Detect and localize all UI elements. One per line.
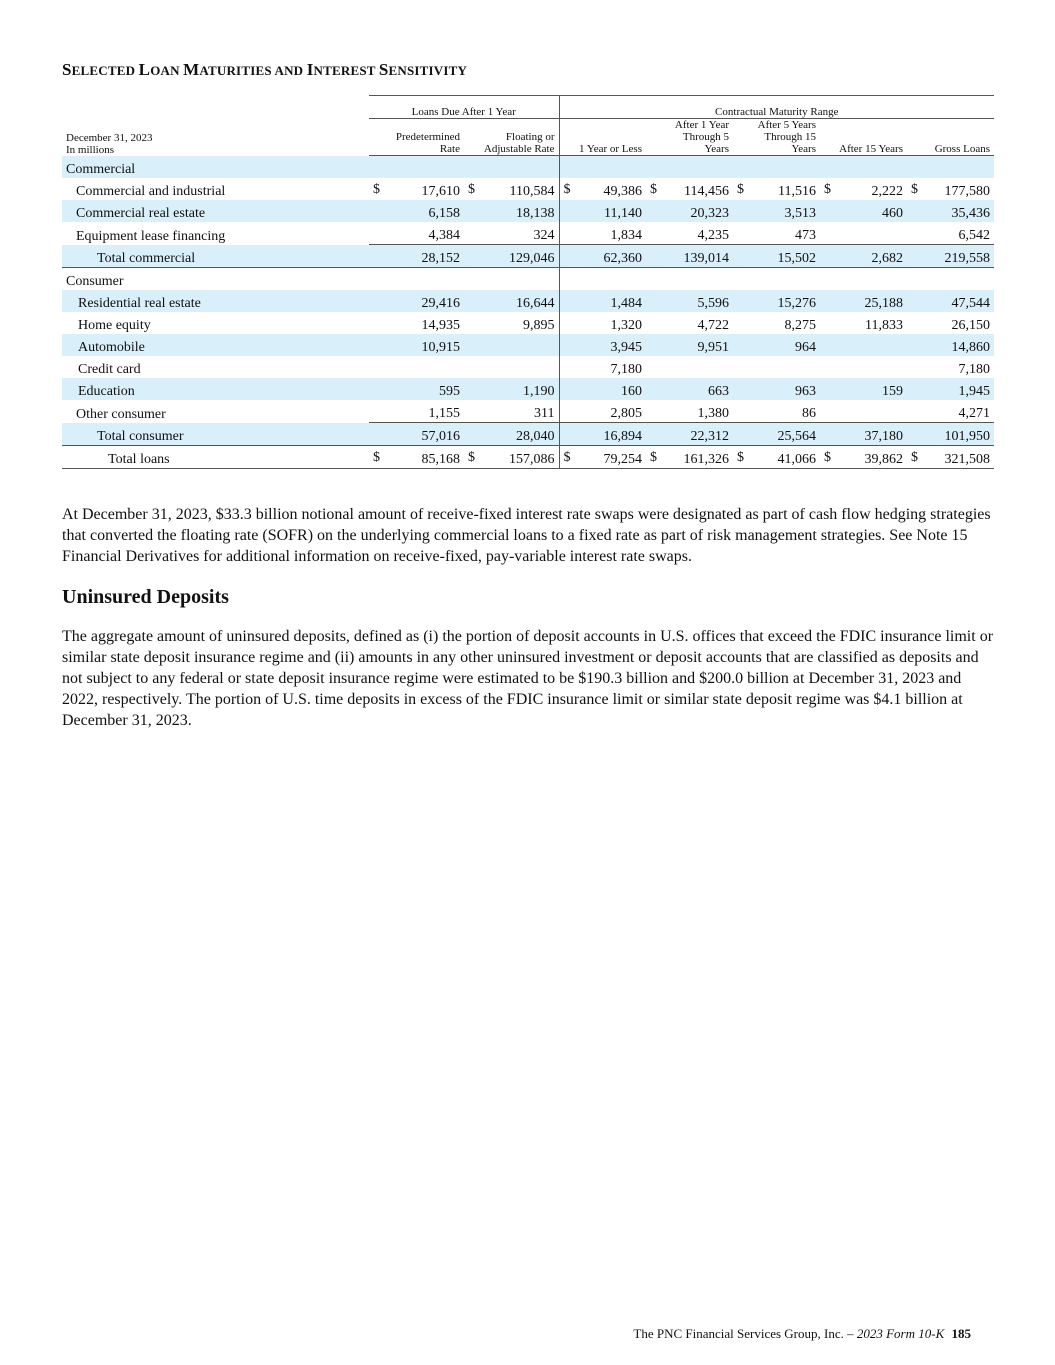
loan-maturities-table xyxy=(62,95,994,469)
footer-company: The PNC Financial Services Group, Inc. – xyxy=(633,1326,854,1341)
uninsured-deposits-paragraph: The aggregate amount of uninsured deposits, defined as (i) the portion of deposit accounts in U.S. offices that exceed the FDIC insurance limit or similar state deposit insurance regime and (ii) amounts in any other uninsured investment or deposit accounts that are classified as deposits and not subject to any federal or state deposit insurance regime were estimated to be $190.3 billion and $200.0 billion at December 31, 2023 and 2022, respectively. The portion of U.S. time deposits in excess of the FDIC insurance limit or similar state deposit regime was $4.1 billion at December 31, 2023. xyxy=(62,628,994,729)
maturity-range-header: Contractual Maturity Range xyxy=(559,96,994,119)
table-row: Equipment lease financing 4,384 324 1,834 4,235 473 6,542 xyxy=(62,222,994,245)
table-row: Automobile 10,915 3,945 9,951 964 14,860 xyxy=(62,334,994,356)
col-floating-header: Floating or Adjustable Rate xyxy=(464,119,559,156)
table-row: Commercial and industrial $ 17,610 $ 110,584 $ 49,386 $ 114,456 $ 11,516 $ 2,222 $ 177,580 xyxy=(62,178,994,200)
stub-header: December 31, 2023 In millions xyxy=(66,131,153,156)
table-row: Credit card 7,180 7,180 xyxy=(62,356,994,378)
table-row: Other consumer 1,155 311 2,805 1,380 86 4,271 xyxy=(62,400,994,423)
table-row: Home equity 14,935 9,895 1,320 4,722 8,275 11,833 26,150 xyxy=(62,312,994,334)
table-row: Commercial real estate 6,158 18,138 11,140 20,323 3,513 460 35,436 xyxy=(62,200,994,222)
column-header-row xyxy=(62,119,994,156)
table-row: Education 595 1,190 160 663 963 159 1,945 xyxy=(62,378,994,400)
col-gross-header: Gross Loans xyxy=(907,119,994,156)
loans-due-header: Loans Due After 1 Year xyxy=(369,96,559,119)
col-predetermined-header: Predetermined Rate xyxy=(369,119,464,156)
col-1to5-header: After 1 Year Through 5 Years xyxy=(646,119,733,156)
col-5to15-header: After 5 Years Through 15 Years xyxy=(733,119,820,156)
col-1yr-header: 1 Year or Less xyxy=(559,119,646,156)
section-heading: SELECTED LOAN MATURITIES AND INTEREST SENSITIVITY xyxy=(62,60,468,79)
uninsured-deposits-title: Uninsured Deposits xyxy=(62,586,229,608)
col-after15-header: After 15 Years xyxy=(820,119,907,156)
table-row-total-commercial: Total commercial 28,152 129,046 62,360 139,014 15,502 2,682 219,558 xyxy=(62,245,994,268)
table-row-consumer-header: Consumer xyxy=(62,268,994,291)
table-row: Residential real estate 29,416 16,644 1,484 5,596 15,276 25,188 47,544 xyxy=(62,290,994,312)
table-row-commercial-header: Commercial xyxy=(62,156,994,179)
swap-paragraph: At December 31, 2023, $33.3 billion notional amount of receive-fixed interest rate swaps were designated as part of cash flow hedging strategies that converted the floating rate (SOFR) on the underlying commercial loans to a fixed rate as part of risk management strategies. See Note 15 Financial Derivatives for additional information on receive-fixed, pay-variable interest rate swaps. xyxy=(62,506,991,565)
group-header-row xyxy=(62,96,994,119)
footer-form: 2023 Form 10-K xyxy=(856,1326,945,1341)
table-row-total-consumer: Total consumer 57,016 28,040 16,894 22,312 25,564 37,180 101,950 xyxy=(62,423,994,446)
page-number: 185 xyxy=(951,1326,971,1341)
table-row-total-loans: Total loans $ 85,168 $ 157,086 $ 79,254 $ 161,326 $ 41,066 $ 39,862 $ 321,508 xyxy=(62,446,994,469)
page-footer xyxy=(633,1326,971,1342)
